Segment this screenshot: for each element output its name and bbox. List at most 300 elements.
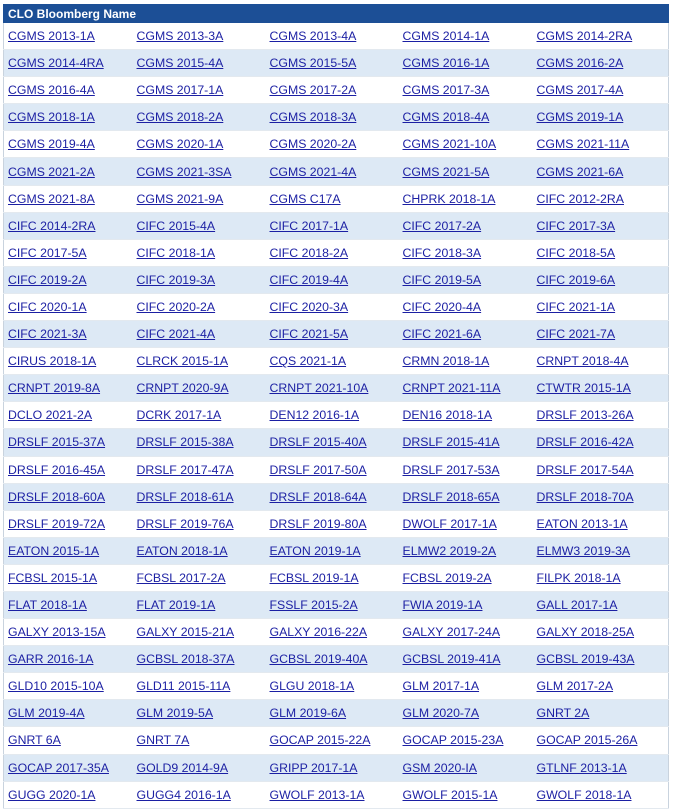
clo-name-link[interactable]: GNRT 6A [8,733,61,748]
table-row [4,510,669,537]
table-cell [399,781,533,808]
clo-name-link[interactable]: CIFC 2021-5A [269,327,349,342]
clo-name-link[interactable]: DRSLF 2017-50A [269,462,367,477]
clo-name-link[interactable]: DWOLF 2017-1A [402,516,497,531]
clo-name-link[interactable]: GLGU 2018-1A [269,679,355,694]
clo-name-link[interactable]: GWOLF 2015-1A [402,787,498,802]
table-cell [133,104,266,131]
clo-name-link[interactable]: CGMS 2021-11A [536,137,630,152]
table-cell [533,50,669,77]
clo-name-link[interactable]: GCBSL 2019-41A [402,652,501,667]
table-cell [399,483,533,510]
table-cell [266,781,399,808]
clo-name-link[interactable]: CIFC 2021-4A [136,327,216,342]
clo-name-link[interactable]: CRNPT 2021-10A [269,381,369,396]
table-row [4,456,669,483]
clo-name-link[interactable]: FCBSL 2019-2A [402,570,492,585]
clo-name-link[interactable]: DRSLF 2018-64A [269,489,367,504]
table-cell [399,321,533,348]
table-cell [133,456,266,483]
clo-name-link[interactable]: DEN12 2016-1A [269,408,360,423]
table-cell [266,402,399,429]
table-cell [533,564,669,591]
clo-name-link[interactable]: GALL 2017-1A [536,598,618,613]
clo-name-link[interactable]: CRNPT 2018-4A [536,354,629,369]
table-cell [399,212,533,239]
clo-name-link[interactable]: GRIPP 2017-1A [269,760,358,775]
table-cell [4,321,133,348]
table-cell [266,619,399,646]
clo-name-link[interactable]: GOCAP 2015-22A [269,733,371,748]
table-row [4,375,669,402]
clo-name-link[interactable]: GLM 2019-6A [269,706,347,721]
clo-name-link[interactable]: DRSLF 2016-45A [8,462,106,477]
table-cell [266,483,399,510]
clo-name-link[interactable]: CGMS 2021-3SA [136,164,232,179]
table-cell [399,673,533,700]
table-cell [533,77,669,104]
table-cell [399,239,533,266]
table-cell [533,212,669,239]
table-cell [4,266,133,293]
table-cell [533,375,669,402]
clo-name-link[interactable]: CIFC 2019-3A [136,272,216,287]
table-cell [4,754,133,781]
clo-name-link[interactable]: DRSLF 2018-60A [8,489,106,504]
table-cell [533,293,669,320]
table-cell [4,619,133,646]
clo-name-link[interactable]: DRSLF 2015-41A [402,435,500,450]
clo-name-link[interactable]: CIFC 2018-5A [536,245,616,260]
table-row [4,673,669,700]
clo-name-link[interactable]: GNRT 2A [536,706,590,721]
clo-name-link[interactable]: CGMS 2017-3A [402,83,490,98]
table-cell [133,510,266,537]
clo-name-link[interactable]: CIFC 2018-3A [402,245,482,260]
clo-name-link[interactable]: ELMW2 2019-2A [402,543,497,558]
table-cell [533,348,669,375]
table-row [4,77,669,104]
clo-name-link[interactable]: CIFC 2015-4A [136,218,216,233]
table-cell [266,700,399,727]
clo-name-link[interactable]: CRNPT 2019-8A [8,381,101,396]
clo-name-link[interactable]: CIFC 2014-2RA [8,218,96,233]
clo-name-link[interactable]: CIFC 2021-3A [8,327,87,342]
table-cell [399,348,533,375]
clo-name-link[interactable]: CGMS 2013-4A [269,29,357,44]
table-cell [533,727,669,754]
clo-name-link[interactable]: FCBSL 2019-1A [269,570,359,585]
clo-name-link[interactable]: CGMS 2021-8A [8,191,95,206]
clo-name-link[interactable]: DRSLF 2018-61A [136,489,234,504]
table-cell [533,483,669,510]
table-cell [266,754,399,781]
clo-name-link[interactable]: GLM 2019-5A [136,706,214,721]
table-cell [399,293,533,320]
clo-name-link[interactable]: GTLNF 2013-1A [536,760,627,775]
table-cell [133,429,266,456]
table-cell [266,646,399,673]
clo-name-link[interactable]: CGMS 2015-5A [269,56,357,71]
table-cell [4,673,133,700]
clo-name-link[interactable]: CGMS 2018-1A [8,110,95,125]
clo-name-link[interactable]: CIFC 2020-1A [8,299,87,314]
table-row [4,348,669,375]
clo-name-link[interactable]: CIFC 2021-1A [536,299,616,314]
table-cell [399,456,533,483]
clo-name-link[interactable]: GLD10 2015-10A [8,679,104,694]
table-cell [133,564,266,591]
clo-name-link[interactable]: DCLO 2021-2A [8,408,93,423]
clo-name-link[interactable]: CGMS 2021-6A [536,164,624,179]
table-cell [133,239,266,266]
table-cell [399,754,533,781]
table-cell [133,266,266,293]
clo-name-link[interactable]: CGMS 2018-3A [269,110,357,125]
table-cell [533,23,669,50]
table-cell [4,77,133,104]
clo-name-link[interactable]: DRSLF 2016-42A [536,435,634,450]
clo-name-link[interactable]: DRSLF 2019-76A [136,516,234,531]
clo-name-link[interactable]: GUGG4 2016-1A [136,787,231,802]
table-cell [4,402,133,429]
clo-name-link[interactable]: CGMS 2017-2A [269,83,357,98]
table-row [4,239,669,266]
table-cell [133,50,266,77]
table-row [4,700,669,727]
table-cell [4,375,133,402]
clo-name-link[interactable]: GOCAP 2017-35A [8,760,109,775]
table-row [4,104,669,131]
table-row [4,266,669,293]
table-row [4,212,669,239]
clo-name-link[interactable]: GCBSL 2018-37A [136,652,235,667]
table-cell [533,266,669,293]
clo-name-link[interactable]: GALXY 2013-15A [8,625,106,640]
clo-name-link[interactable]: CGMS 2016-1A [402,56,490,71]
table-cell [266,77,399,104]
table-cell [399,266,533,293]
clo-name-link[interactable]: CGMS 2021-10A [402,137,497,152]
table-row [4,429,669,456]
table-cell [266,727,399,754]
clo-name-link[interactable]: CGMS 2017-1A [136,83,224,98]
clo-name-link[interactable]: CIFC 2019-6A [536,272,616,287]
table-header-row [4,5,669,23]
clo-name-link[interactable]: DRSLF 2015-40A [269,435,367,450]
clo-name-link[interactable]: EATON 2013-1A [536,516,628,531]
table-cell [133,619,266,646]
table-cell [133,591,266,618]
table-cell [399,537,533,564]
clo-table [3,4,669,809]
table-cell [266,348,399,375]
clo-name-link[interactable]: CGMS 2020-1A [136,137,224,152]
clo-name-link[interactable]: CGMS 2015-4A [136,56,224,71]
clo-name-link[interactable]: CQS 2021-1A [269,354,347,369]
table-row [4,537,669,564]
table-cell [399,564,533,591]
clo-name-link[interactable]: DRSLF 2017-54A [536,462,634,477]
clo-name-link[interactable]: CIFC 2012-2RA [536,191,624,206]
table-cell [533,158,669,185]
clo-name-link[interactable]: CGMS 2013-1A [8,29,95,44]
clo-name-link[interactable]: EATON 2018-1A [136,543,228,558]
clo-name-link[interactable]: CIFC 2020-3A [269,299,349,314]
table-cell [133,131,266,158]
clo-name-link[interactable]: GOCAP 2015-26A [536,733,638,748]
table-cell [266,158,399,185]
clo-name-link[interactable]: GOCAP 2015-23A [402,733,504,748]
clo-name-link[interactable]: CGMS 2021-9A [136,191,224,206]
table-cell [399,104,533,131]
clo-name-link[interactable]: CRMN 2018-1A [402,354,490,369]
table-cell [133,158,266,185]
clo-name-link[interactable]: GALXY 2018-25A [536,625,635,640]
table-row [4,402,669,429]
table-cell [4,537,133,564]
clo-name-link[interactable]: CGMS 2021-2A [8,164,95,179]
table-cell [266,673,399,700]
clo-name-link[interactable]: GWOLF 2013-1A [269,787,365,802]
table-header: CLO Bloomberg Name [4,5,669,23]
table-row [4,781,669,808]
table-cell [4,23,133,50]
clo-name-link[interactable]: CGMS 2016-4A [8,83,95,98]
clo-name-link[interactable]: GWOLF 2018-1A [536,787,632,802]
clo-name-link[interactable]: CTWTR 2015-1A [536,381,631,396]
table-cell [533,510,669,537]
clo-name-link[interactable]: CIFC 2017-2A [402,218,482,233]
table-row [4,50,669,77]
table-body [4,23,669,809]
clo-name-link[interactable]: GNRT 7A [136,733,190,748]
table-row [4,158,669,185]
clo-name-link[interactable]: GALXY 2017-24A [402,625,501,640]
clo-name-link[interactable]: EATON 2015-1A [8,543,100,558]
table-cell [266,185,399,212]
clo-name-link[interactable]: CIFC 2020-2A [136,299,216,314]
table-row [4,483,669,510]
clo-name-link[interactable]: CGMS 2018-4A [402,110,490,125]
table-cell [266,429,399,456]
table-cell [4,104,133,131]
table-cell [533,673,669,700]
clo-name-link[interactable]: CIFC 2018-1A [136,245,216,260]
clo-name-link[interactable]: CIFC 2021-6A [402,327,482,342]
table-cell [533,321,669,348]
clo-name-link[interactable]: DEN16 2018-1A [402,408,493,423]
clo-name-link[interactable]: CIFC 2020-4A [402,299,482,314]
table-cell [4,348,133,375]
table-cell [399,23,533,50]
clo-name-link[interactable]: DRSLF 2013-26A [536,408,634,423]
table-cell [4,700,133,727]
clo-name-link[interactable]: GOLD9 2014-9A [136,760,229,775]
clo-name-link[interactable]: CGMS 2017-4A [536,83,624,98]
table-cell [533,429,669,456]
clo-name-link[interactable]: CIFC 2017-3A [536,218,616,233]
clo-name-link[interactable]: CIFC 2021-7A [536,327,616,342]
clo-name-link[interactable]: DRSLF 2017-47A [136,462,234,477]
clo-name-link[interactable]: DCRK 2017-1A [136,408,222,423]
clo-name-link[interactable]: CIRUS 2018-1A [8,354,97,369]
table-cell [399,619,533,646]
table-cell [4,239,133,266]
clo-name-link[interactable]: GUGG 2020-1A [8,787,96,802]
table-cell [399,402,533,429]
table-row [4,131,669,158]
clo-name-link[interactable]: GCBSL 2019-43A [536,652,635,667]
table-cell [133,537,266,564]
clo-name-link[interactable]: GLM 2019-4A [8,706,85,721]
clo-name-link[interactable]: CGMS 2014-4RA [8,56,104,71]
table-cell [399,158,533,185]
clo-name-link[interactable]: DRSLF 2019-80A [269,516,367,531]
table-cell [133,700,266,727]
clo-name-link[interactable]: CIFC 2019-4A [269,272,349,287]
clo-name-link[interactable]: CGMS 2021-4A [269,164,357,179]
clo-name-link[interactable]: CGMS 2014-2RA [536,29,633,44]
table-cell [266,23,399,50]
table-cell [4,781,133,808]
table-row [4,564,669,591]
clo-name-link[interactable]: CGMS 2016-2A [536,56,624,71]
table-cell [399,429,533,456]
clo-name-link[interactable]: GARR 2016-1A [8,652,94,667]
table-row [4,754,669,781]
table-cell [266,591,399,618]
clo-name-link[interactable]: DRSLF 2018-65A [402,489,500,504]
clo-name-link[interactable]: CRNPT 2020-9A [136,381,229,396]
clo-name-link[interactable]: CIFC 2018-2A [269,245,349,260]
table-cell [266,212,399,239]
clo-name-link[interactable]: CGMS 2014-1A [402,29,490,44]
table-cell [399,646,533,673]
table-cell [266,456,399,483]
table-cell [4,50,133,77]
clo-name-link[interactable]: CHPRK 2018-1A [402,191,496,206]
clo-name-link[interactable]: GLM 2017-1A [402,679,480,694]
table-cell [533,402,669,429]
clo-name-link[interactable]: CGMS 2013-3A [136,29,224,44]
table-cell [4,483,133,510]
table-cell [4,456,133,483]
clo-name-link[interactable]: DRSLF 2015-38A [136,435,234,450]
clo-name-link[interactable]: GSM 2020-IA [402,760,477,775]
table-cell [533,591,669,618]
clo-name-link[interactable]: CRNPT 2021-11A [402,381,501,396]
clo-name-link[interactable]: FLAT 2019-1A [136,598,216,613]
table-cell [4,429,133,456]
table-cell [266,375,399,402]
table-cell [533,754,669,781]
clo-name-link[interactable]: CGMS 2021-5A [402,164,490,179]
table-cell [399,727,533,754]
clo-name-link[interactable]: CIFC 2017-5A [8,245,87,260]
clo-name-link[interactable]: ELMW3 2019-3A [536,543,631,558]
clo-name-link[interactable]: FWIA 2019-1A [402,598,483,613]
table-cell [533,456,669,483]
clo-name-link[interactable]: GLM 2017-2A [536,679,614,694]
table-cell [533,619,669,646]
clo-name-link[interactable]: DRSLF 2017-53A [402,462,500,477]
table-cell [4,158,133,185]
table-cell [399,591,533,618]
table-cell [266,131,399,158]
clo-name-link[interactable]: FCBSL 2017-2A [136,570,226,585]
table-cell [399,510,533,537]
table-row [4,293,669,320]
table-cell [133,646,266,673]
table-cell [4,510,133,537]
table-cell [133,375,266,402]
table-cell [533,239,669,266]
clo-name-link[interactable]: CIFC 2019-5A [402,272,482,287]
table-cell [533,104,669,131]
clo-name-link[interactable]: CIFC 2017-1A [269,218,349,233]
table-row [4,23,669,50]
clo-name-link[interactable]: GLD11 2015-11A [136,679,231,694]
clo-name-link[interactable]: GALXY 2016-22A [269,625,368,640]
table-cell [266,104,399,131]
table-cell [133,185,266,212]
table-cell [133,77,266,104]
clo-name-link[interactable]: FSSLF 2015-2A [269,598,358,613]
clo-name-link[interactable]: GALXY 2015-21A [136,625,235,640]
table-row [4,591,669,618]
table-cell [4,185,133,212]
table-cell [399,700,533,727]
clo-name-link[interactable]: FILPK 2018-1A [536,570,621,585]
table-cell [533,185,669,212]
clo-name-link[interactable]: DRSLF 2019-72A [8,516,106,531]
clo-name-link[interactable]: CLRCK 2015-1A [136,354,229,369]
table-cell [533,131,669,158]
clo-name-link[interactable]: CGMS 2019-1A [536,110,624,125]
clo-name-link[interactable]: FCBSL 2015-1A [8,570,98,585]
table-row [4,727,669,754]
table-cell [133,321,266,348]
table-cell [399,185,533,212]
clo-name-link[interactable]: CGMS 2018-2A [136,110,224,125]
table-cell [266,321,399,348]
table-cell [4,564,133,591]
clo-name-link[interactable]: DRSLF 2015-37A [8,435,106,450]
clo-name-link[interactable]: CGMS C17A [269,191,341,206]
table-cell [266,266,399,293]
clo-name-link[interactable]: GCBSL 2019-40A [269,652,368,667]
table-cell [133,348,266,375]
clo-name-link[interactable]: GLM 2020-7A [402,706,480,721]
table-row [4,646,669,673]
table-cell [533,537,669,564]
table-cell [399,50,533,77]
table-cell [399,77,533,104]
clo-name-link[interactable]: CGMS 2020-2A [269,137,357,152]
clo-name-link[interactable]: CGMS 2019-4A [8,137,95,152]
table-cell [133,781,266,808]
clo-name-link[interactable]: FLAT 2018-1A [8,598,87,613]
clo-name-link[interactable]: CIFC 2019-2A [8,272,87,287]
table-cell [4,646,133,673]
table-cell [399,131,533,158]
clo-name-link[interactable]: DRSLF 2018-70A [536,489,634,504]
table-cell [266,50,399,77]
table-cell [4,293,133,320]
table-row [4,619,669,646]
clo-name-link[interactable]: EATON 2019-1A [269,543,361,558]
